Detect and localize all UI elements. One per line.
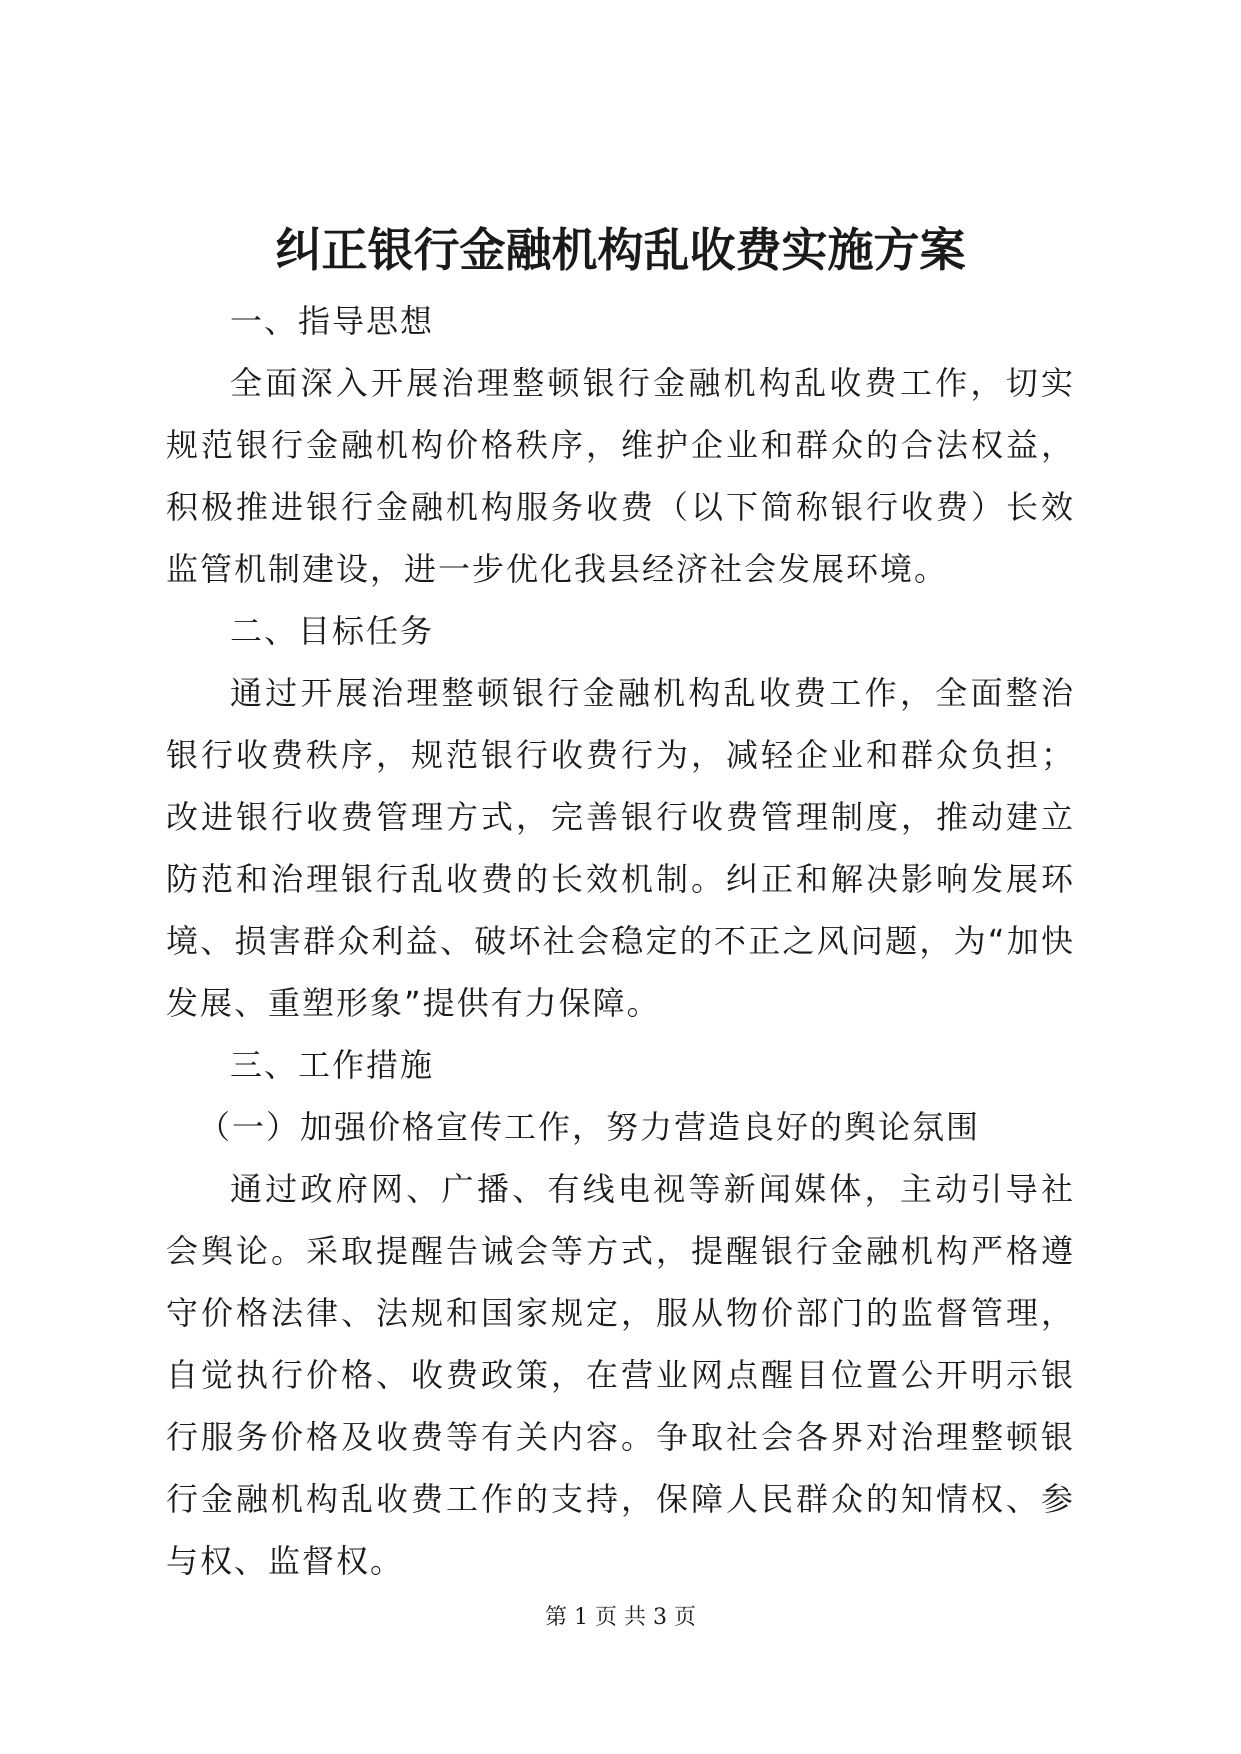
document-body	[166, 290, 1075, 1592]
page-number-footer: 第 1 页 共 3 页	[545, 1605, 696, 1630]
document-title: 纠正银行金融机构乱收费实施方案	[275, 223, 966, 277]
section-heading-work-measures: 三、工作措施	[230, 1046, 435, 1084]
section-heading-goals-tasks: 二、目标任务	[230, 612, 435, 650]
paragraph-guiding-ideology: 全面深入开展治理整顿银行金融机构乱收费工作，切实规范银行金融机构价格秩序，维护企业和群众的合法权益，积极推进银行金融机构服务收费（以下简称银行收费）长效监管机制建设，进一步优化我县经济社会发展环境。	[166, 364, 1075, 588]
section-heading-guiding-ideology: 一、指导思想	[230, 302, 435, 340]
paragraph-goals-tasks: 通过开展治理整顿银行金融机构乱收费工作，全面整治银行收费秩序，规范银行收费行为，减轻企业和群众负担；改进银行收费管理方式，完善银行收费管理制度，推动建立防范和治理银行乱收费的长效机制。纠正和解决影响发展环境、损害群众利益、破坏社会稳定的不正之风问题，为“加快发展、重塑形象”提供有力保障。	[166, 674, 1075, 1022]
paragraph-price-publicity: 通过政府网、广播、有线电视等新闻媒体，主动引导社会舆论。采取提醒告诫会等方式，提醒银行金融机构严格遵守价格法律、法规和国家规定，服从物价部门的监督管理，自觉执行价格、收费政策，在营业网点醒目位置公开明示银行服务价格及收费等有关内容。争取社会各界对治理整顿银行金融机构乱收费工作的支持，保障人民群众的知情权、参与权、监督权。	[166, 1170, 1075, 1580]
subsection-heading-price-publicity: （一）加强价格宣传工作，努力营造良好的舆论氛围	[198, 1108, 981, 1146]
